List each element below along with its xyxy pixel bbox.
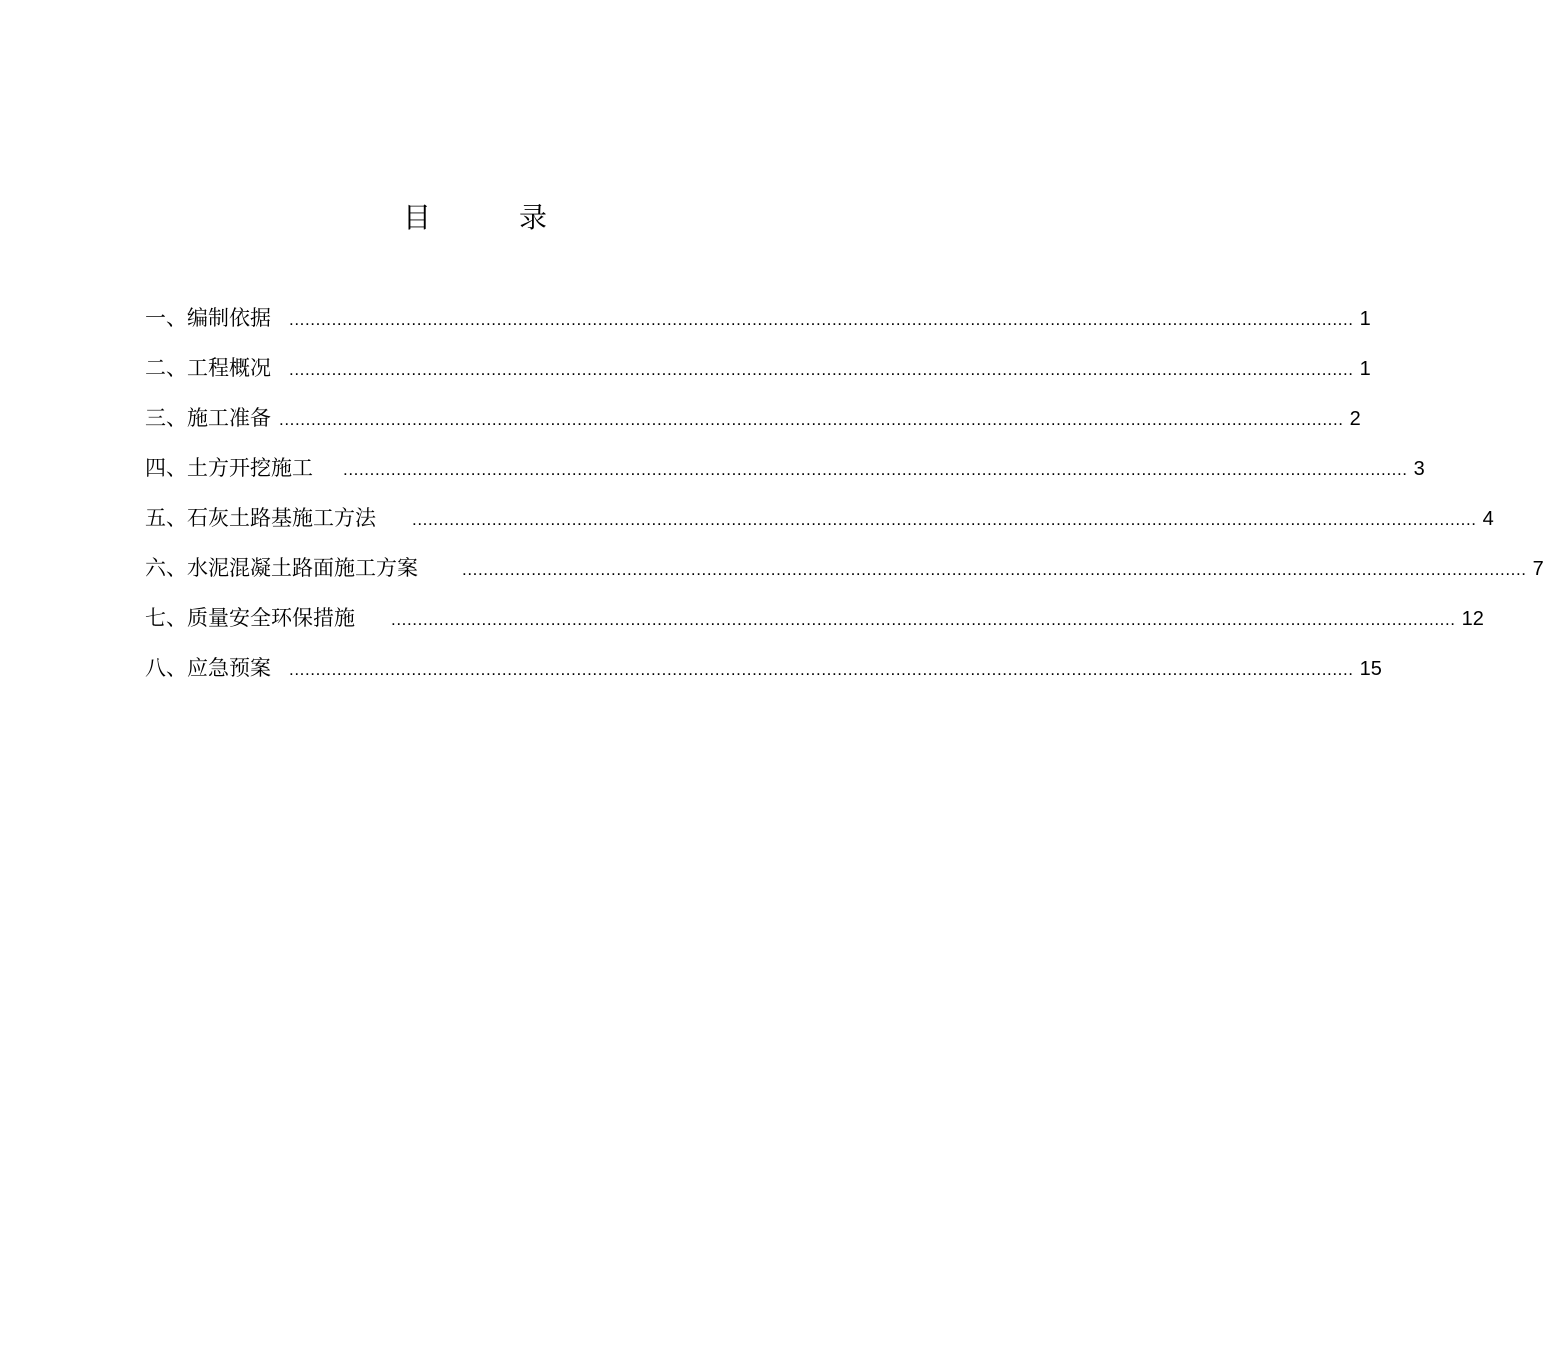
toc-entry-page: 12 bbox=[1461, 608, 1484, 630]
toc-entry[interactable] bbox=[145, 498, 1494, 548]
toc-entry[interactable] bbox=[145, 448, 1425, 498]
toc-entry-label: 四、土方开挖施工 bbox=[145, 456, 313, 480]
toc-entry-label: 八、应急预案 bbox=[145, 656, 271, 680]
toc-leader-dots: ........................................................................................................................................................................................................ bbox=[462, 560, 1527, 579]
toc-entry[interactable] bbox=[145, 548, 1544, 598]
toc-entry-label: 三、施工准备 bbox=[145, 406, 271, 430]
toc-entry-page: 4 bbox=[1482, 508, 1494, 530]
toc-leader-dots: ........................................................................................................................................................................................................ bbox=[289, 660, 1354, 679]
toc-entry-page: 15 bbox=[1359, 658, 1382, 680]
toc-entry[interactable] bbox=[145, 348, 1371, 398]
toc-entry-label: 五、石灰土路基施工方法 bbox=[145, 506, 376, 530]
toc-entry-page: 1 bbox=[1359, 308, 1371, 330]
toc-list bbox=[145, 298, 1544, 698]
toc-entry-page: 2 bbox=[1349, 408, 1361, 430]
toc-entry-label: 一、编制依据 bbox=[145, 306, 271, 330]
toc-leader-dots: ........................................................................................................................................................................................................ bbox=[412, 510, 1477, 529]
toc-entry-page: 7 bbox=[1532, 558, 1544, 580]
toc-leader-dots: ........................................................................................................................................................................................................ bbox=[289, 310, 1354, 329]
toc-leader-dots: ........................................................................................................................................................................................................ bbox=[343, 460, 1408, 479]
toc-entry[interactable] bbox=[145, 598, 1484, 648]
toc-entry-label: 七、质量安全环保措施 bbox=[145, 606, 355, 630]
toc-leader-dots: ........................................................................................................................................................................................................ bbox=[391, 610, 1456, 629]
toc-entry[interactable] bbox=[145, 298, 1371, 348]
toc-entry-label: 二、工程概况 bbox=[145, 356, 271, 380]
toc-entry[interactable] bbox=[145, 648, 1382, 698]
toc-entry-page: 1 bbox=[1359, 358, 1371, 380]
toc-entry-label: 六、水泥混凝土路面施工方案 bbox=[145, 556, 418, 580]
toc-leader-dots: ........................................................................................................................................................................................................ bbox=[279, 410, 1344, 429]
toc-leader-dots: ........................................................................................................................................................................................................ bbox=[289, 360, 1354, 379]
toc-entry[interactable] bbox=[145, 398, 1361, 448]
toc-entry-page: 3 bbox=[1413, 458, 1425, 480]
toc-title: 目 录 bbox=[402, 201, 577, 234]
